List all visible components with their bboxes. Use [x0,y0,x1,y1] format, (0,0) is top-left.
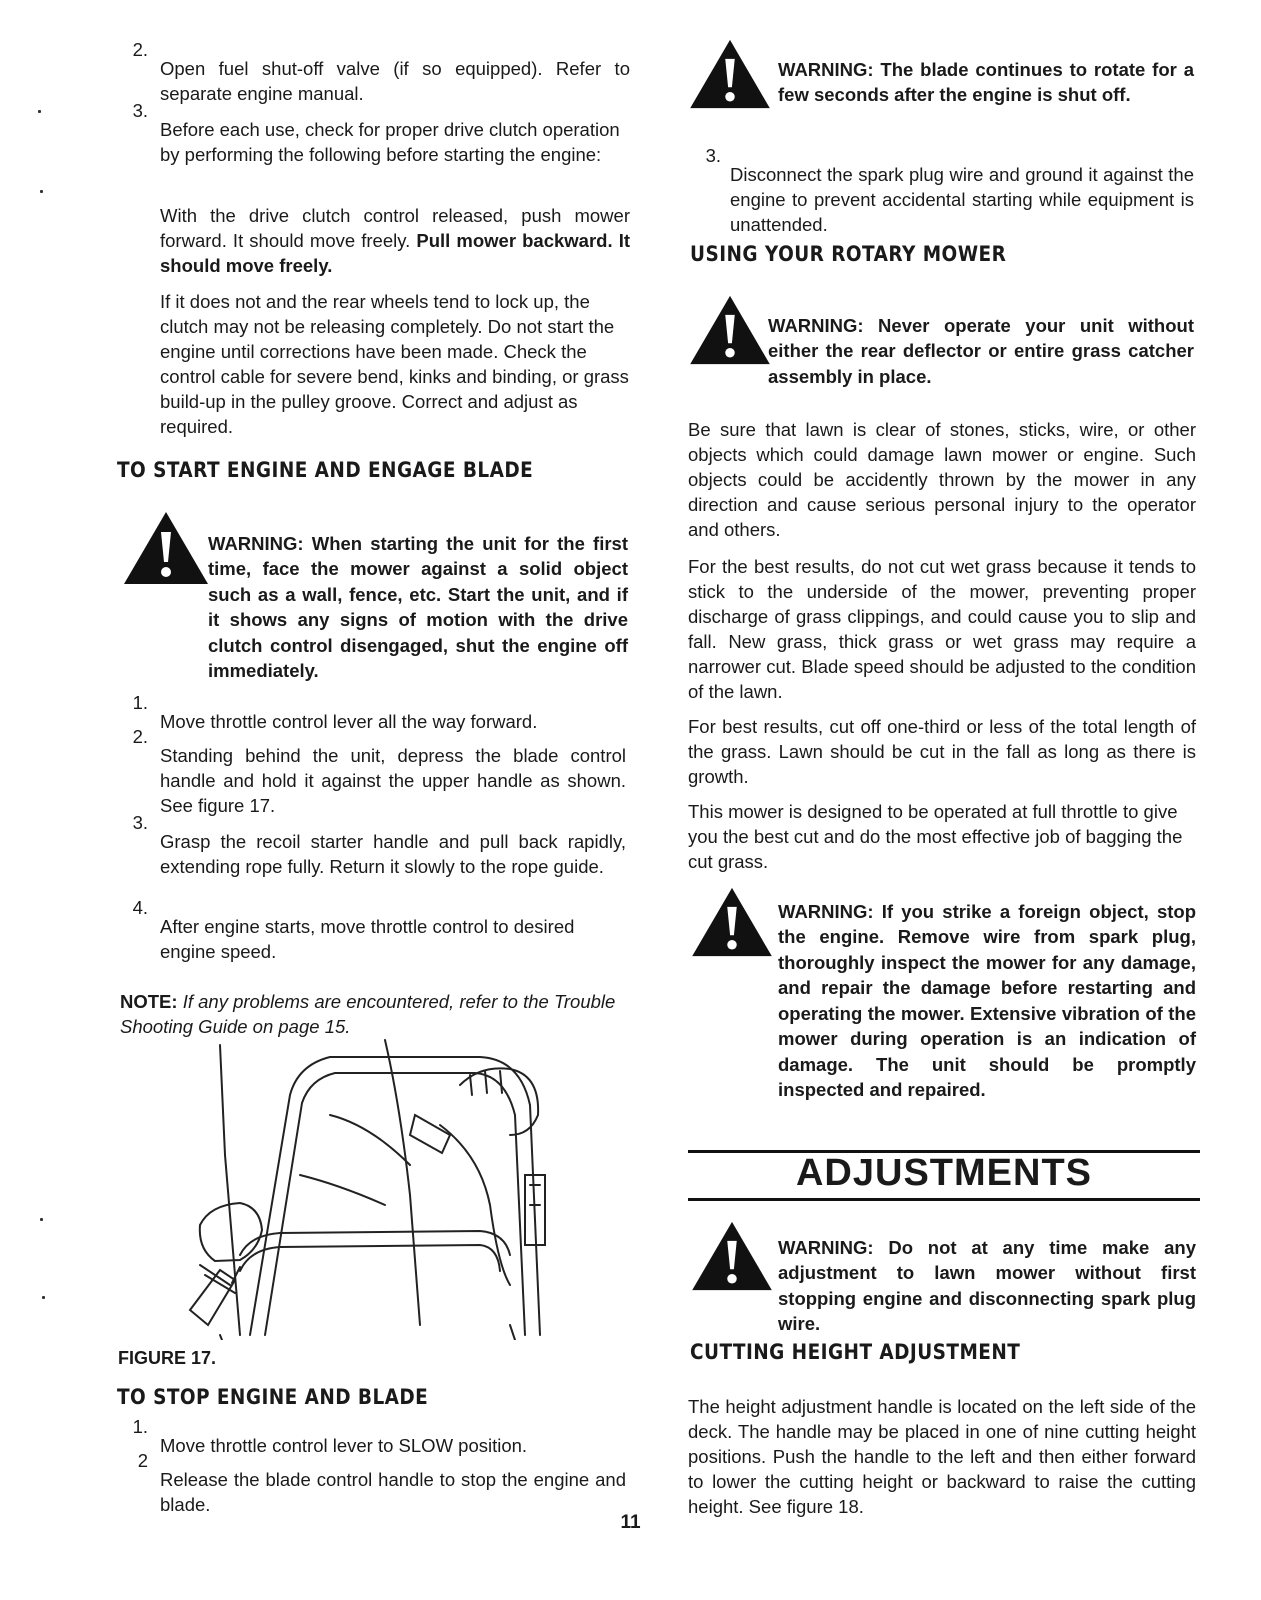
warning-triangle-icon [688,294,772,366]
heading-using-mower: USING YOUR ROTARY MOWER [690,242,1007,266]
section-title-adjustments: ADJUSTMENTS [795,1152,1093,1194]
list-number: 2. [132,39,148,60]
scan-speck [42,1296,45,1299]
figure-17-caption: FIGURE 17. [118,1348,217,1368]
list-number: 3. [132,100,148,121]
scan-speck [40,1218,43,1221]
list-number: 4. [132,897,148,918]
warning-triangle-icon [690,886,774,958]
warning-start-text: WARNING: When starting the unit for the first time, face the mower against a solid object such as a wall, fence, etc. Start the unit, and if it shows any signs of motion with the drive clutch control disengaged, shut the engine off immediately. [208,532,628,681]
list-number: 1. [132,1416,148,1437]
step-engine-speed: After engine starts, move throttle control to desired engine speed. [160,915,575,962]
warning-rotate-text: WARNING: The blade continues to rotate for a few seconds after the engine is shut off. [778,58,1194,105]
warning-start-engine [122,510,632,681]
step-throttle-forward: Move throttle control lever all the way forward. [160,710,538,732]
warning-deflector [688,294,1200,387]
page-number: 11 [620,1512,641,1533]
heading-cutting-height: CUTTING HEIGHT ADJUSTMENT [690,1340,1021,1364]
list-number: 1. [132,692,148,713]
warning-triangle-icon [688,38,772,110]
step-throttle-slow: Move throttle control lever to SLOW position. [160,1434,528,1456]
step-depress-handle: Standing behind the unit, depress the blade control handle and hold it against the upper handle as shown. See figure 17. [160,744,626,816]
list-item-fuel-valve: Open fuel shut-off valve (if so equipped). Refer to separate engine manual. [160,57,630,104]
paragraph-one-third: For best results, cut off one-third or less of the total length of the grass. Lawn should be cut in the fall as long as there is growth. [688,715,1196,787]
paragraph-clutch-lockup: If it does not and the rear wheels tend to lock up, the clutch may not be releasing completely. Do not start the engine until corrections have been made. Check the control cable for severe bend, kinks and binding, or grass build-up in the pulley groove. Correct and adjust as required. [160,290,629,437]
warning-triangle-icon [690,1220,774,1292]
figure-17-illustration [180,1035,560,1340]
step-disconnect-plug: Disconnect the spark plug wire and ground it against the engine to prevent accidental starting while equipment is unattended. [730,163,1194,235]
warning-blade-rotate [688,38,1200,118]
warning-adjust-text: WARNING: Do not at any time make any adjustment to lawn mower without first stopping engine and disconnecting spark plug wire. [778,1236,1196,1334]
warning-foreign-object [690,880,1200,1110]
heading-stop-engine: TO STOP ENGINE AND BLADE [117,1385,429,1409]
list-item-clutch-check: Before each use, check for proper drive clutch operation by performing the following before starting the engine: [160,118,620,165]
divider-bottom [688,1198,1200,1201]
warning-adjustment [690,1216,1200,1334]
warning-foreign-text: WARNING: If you strike a foreign object, stop the engine. Remove wire from spark plug, thoroughly inspect the mower for any damage, and repair the damage before restarting and operating the mower. Extensive vibration of the mower during operation is an indication of damage. The unit should be promptly inspected and repaired. [778,900,1196,1100]
step-pull-starter: Grasp the recoil starter handle and pull back rapidly, extending rope fully. Return it slowly to the rope guide. [160,830,626,877]
warning-deflector-text: WARNING: Never operate your unit without either the rear deflector or entire grass catcher assembly in place. [768,314,1194,387]
step-release-handle: Release the blade control handle to stop the engine and blade. [160,1468,626,1515]
list-number: 2 [137,1450,148,1471]
list-number: 3. [705,145,721,166]
list-number: 3. [132,812,148,833]
note: NOTE: If any problems are encountered, refer to the Trouble Shooting Guide on page 15. [120,990,616,1037]
paragraph-cutting-height: The height adjustment handle is located on the left side of the deck. The handle may be placed in one of nine cutting height positions. Push the handle to the left and then either forward to lower the cutting height or backward to raise the cutting height. See figure 18. [688,1395,1196,1517]
list-number: 2. [132,726,148,747]
scan-speck [40,190,43,193]
heading-start-engine: TO START ENGINE AND ENGAGE BLADE [117,458,534,482]
paragraph-wet-grass: For the best results, do not cut wet grass because it tends to stick to the underside of the mower, preventing proper discharge of grass clippings, and could cause you to slip and fall. New grass, thick grass or wet grass may require a narrower cut. Blade speed should be adjusted to the condition of the lawn. [688,555,1196,702]
scan-speck [38,110,41,113]
paragraph-lawn-clear: Be sure that lawn is clear of stones, sticks, wire, or other objects which could damage lawn mower or engine. Such objects could be accidently thrown by the mower in any direction and cause serious personal injury to the operator and others. [688,418,1196,540]
warning-triangle-icon [122,510,210,586]
paragraph-full-throttle: This mower is designed to be operated at full throttle to give you the best cut and do the most effective job of bagging the cut grass. [688,800,1183,872]
paragraph-clutch-push: With the drive clutch control released, push mower forward. It should move freely. Pull mower backward. It should move freely. [160,204,630,276]
